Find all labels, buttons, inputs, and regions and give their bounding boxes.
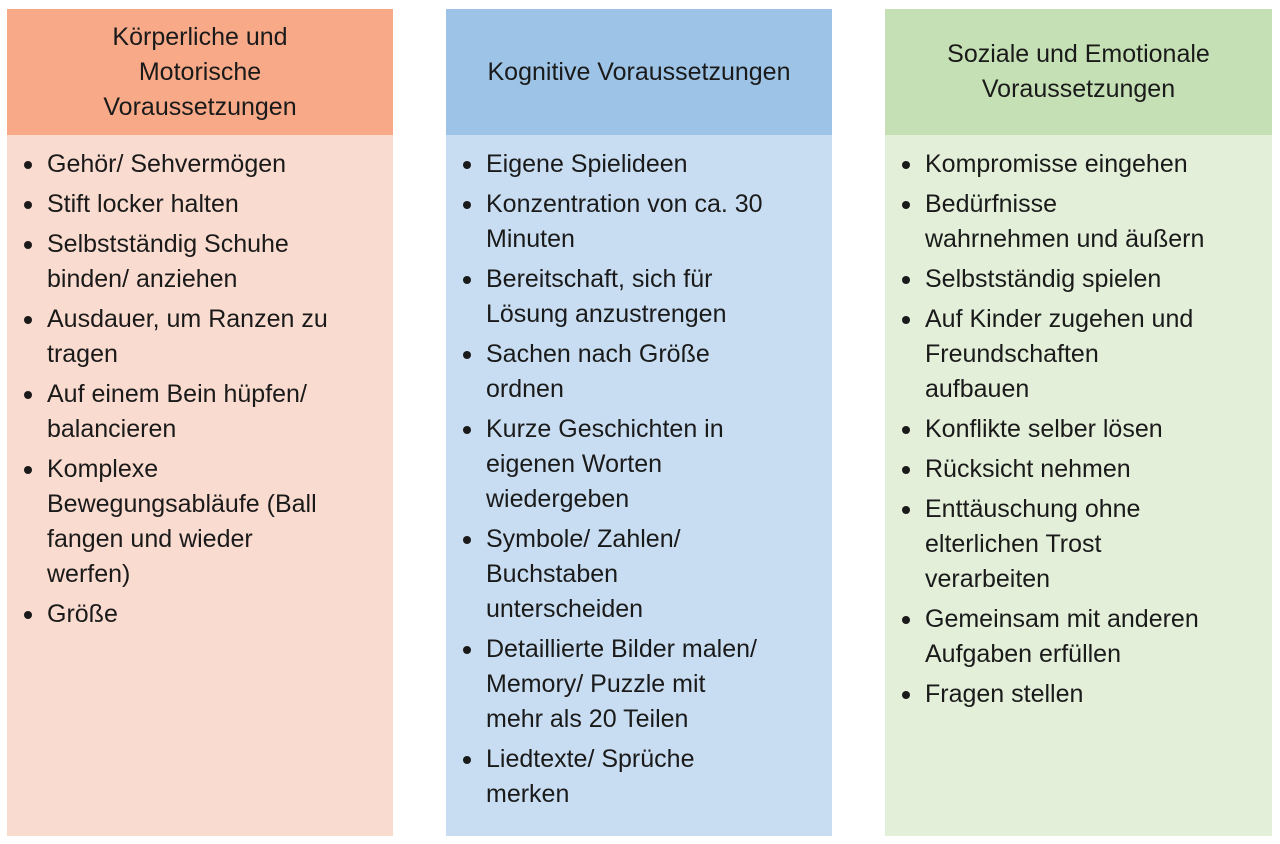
list-item [897, 147, 1260, 182]
column-body [446, 135, 832, 836]
list-item-line: Liedtexte/ Sprüche [486, 745, 695, 773]
bullet-icon [24, 201, 32, 209]
list-item-line: Bewegungsabläufe (Ball [47, 490, 317, 518]
list-item [897, 262, 1260, 297]
item-list [19, 147, 381, 632]
list-item [458, 337, 820, 407]
list-item-line: Sachen nach Größe [486, 340, 710, 368]
list-item [897, 602, 1260, 672]
column-title-line: Kognitive Voraussetzungen [487, 57, 791, 86]
list-item [458, 262, 820, 332]
bullet-icon [463, 536, 471, 544]
list-item-line: aufbauen [925, 375, 1030, 403]
list-item-line: Rücksicht nehmen [925, 455, 1131, 483]
list-item-line: werfen) [47, 560, 131, 588]
bullet-icon [902, 161, 910, 169]
bullet-icon [902, 506, 910, 514]
bullet-icon [463, 756, 471, 764]
bullet-icon [902, 466, 910, 474]
bullet-icon [24, 316, 32, 324]
list-item-line: Kompromisse eingehen [925, 150, 1188, 178]
list-item [897, 302, 1260, 407]
list-item-line: Eigene Spielideen [486, 150, 688, 178]
list-item-line: Gehör/ Sehvermögen [47, 150, 287, 178]
list-item-line: Buchstaben [486, 560, 619, 588]
list-item-line: Konflikte selber lösen [925, 415, 1163, 443]
list-item-line: Symbole/ Zahlen/ [486, 525, 681, 553]
column-header [446, 9, 832, 135]
list-item-line: Konzentration von ca. 30 [486, 190, 763, 218]
bullet-icon [463, 276, 471, 284]
list-item-line: Stift locker halten [47, 190, 239, 218]
list-item [897, 187, 1260, 257]
list-item [19, 302, 381, 372]
list-item [897, 677, 1260, 712]
list-item-line: Detaillierte Bilder malen/ [486, 635, 757, 663]
column-header [7, 9, 393, 135]
list-item-line: merken [486, 780, 570, 808]
bullet-icon [463, 646, 471, 654]
list-item-line: Komplexe [47, 455, 159, 483]
list-item-line: Kurze Geschichten in [486, 415, 724, 443]
column-title-line: Soziale und Emotionale [947, 40, 1210, 68]
bullet-icon [24, 161, 32, 169]
bullet-icon [24, 466, 32, 474]
item-list [458, 147, 820, 812]
list-item-line: Lösung anzustrengen [486, 300, 727, 328]
list-item-line: fangen und wieder [47, 525, 253, 553]
column-title-line: Voraussetzungen [103, 92, 297, 121]
list-item-line: Auf Kinder zugehen und [925, 305, 1194, 333]
list-item [19, 377, 381, 447]
list-item-line: binden/ anziehen [47, 265, 238, 293]
list-item-line: Enttäuschung ohne [925, 495, 1141, 523]
list-item [458, 147, 820, 182]
list-item-line: verarbeiten [925, 565, 1051, 593]
list-item [458, 522, 820, 627]
bullet-icon [463, 201, 471, 209]
column-title [103, 20, 296, 125]
bullet-icon [902, 276, 910, 284]
list-item-line: tragen [47, 340, 118, 368]
list-item [897, 492, 1260, 597]
bullet-icon [463, 351, 471, 359]
column-body [885, 135, 1272, 836]
list-item-line: wahrnehmen und äußern [925, 225, 1205, 253]
list-item-line: Fragen stellen [925, 680, 1084, 708]
bullet-icon [902, 691, 910, 699]
column-body [7, 135, 393, 836]
column-title-line: Voraussetzungen [981, 75, 1176, 103]
list-item [19, 452, 381, 592]
list-item [458, 742, 820, 812]
list-item-line: wiedergeben [486, 485, 630, 513]
list-item [897, 412, 1260, 447]
list-item [458, 187, 820, 257]
list-item-line: Freundschaften [925, 340, 1099, 368]
list-item-line: Selbstständig Schuhe [47, 230, 289, 258]
bullet-icon [902, 316, 910, 324]
column-header [885, 9, 1272, 135]
list-item-line: Bereitschaft, sich für [486, 265, 713, 293]
bullet-icon [902, 426, 910, 434]
list-item [19, 597, 381, 632]
list-item-line: Ausdauer, um Ranzen zu [47, 305, 328, 333]
list-item-line: elterlichen Trost [925, 530, 1102, 558]
list-item-line: Bedürfnisse [925, 190, 1058, 218]
bullet-icon [902, 201, 910, 209]
list-item [458, 632, 820, 737]
bullet-icon [463, 161, 471, 169]
list-item-line: Gemeinsam mit anderen [925, 605, 1199, 633]
list-item-line: Minuten [486, 225, 575, 253]
list-item-line: Selbstständig spielen [925, 265, 1162, 293]
list-item-line: Aufgaben erfüllen [925, 640, 1121, 668]
item-list [897, 147, 1260, 712]
list-item-line: eigenen Worten [486, 450, 663, 478]
list-item [19, 147, 381, 182]
bullet-icon [24, 611, 32, 619]
list-item [19, 227, 381, 297]
list-item-line: Memory/ Puzzle mit [486, 670, 706, 698]
list-item-line: unterscheiden [486, 595, 644, 623]
list-item-line: balancieren [47, 415, 177, 443]
list-item-line: Auf einem Bein hüpfen/ [47, 380, 307, 408]
column-title-line: Körperliche und [112, 22, 288, 51]
column-koerperlich-motorisch [7, 9, 393, 836]
column-sozial-emotional [885, 9, 1272, 836]
list-item [19, 187, 381, 222]
column-title-line: Motorische [138, 57, 262, 86]
bullet-icon [902, 616, 910, 624]
bullet-icon [24, 241, 32, 249]
column-kognitiv [446, 9, 832, 836]
list-item-line: ordnen [486, 375, 564, 403]
list-item [458, 412, 820, 517]
list-item-line: Größe [47, 600, 118, 628]
bullet-icon [24, 391, 32, 399]
column-title [947, 37, 1210, 107]
list-item [897, 452, 1260, 487]
list-item-line: mehr als 20 Teilen [486, 705, 689, 733]
bullet-icon [463, 426, 471, 434]
column-title [488, 55, 791, 90]
